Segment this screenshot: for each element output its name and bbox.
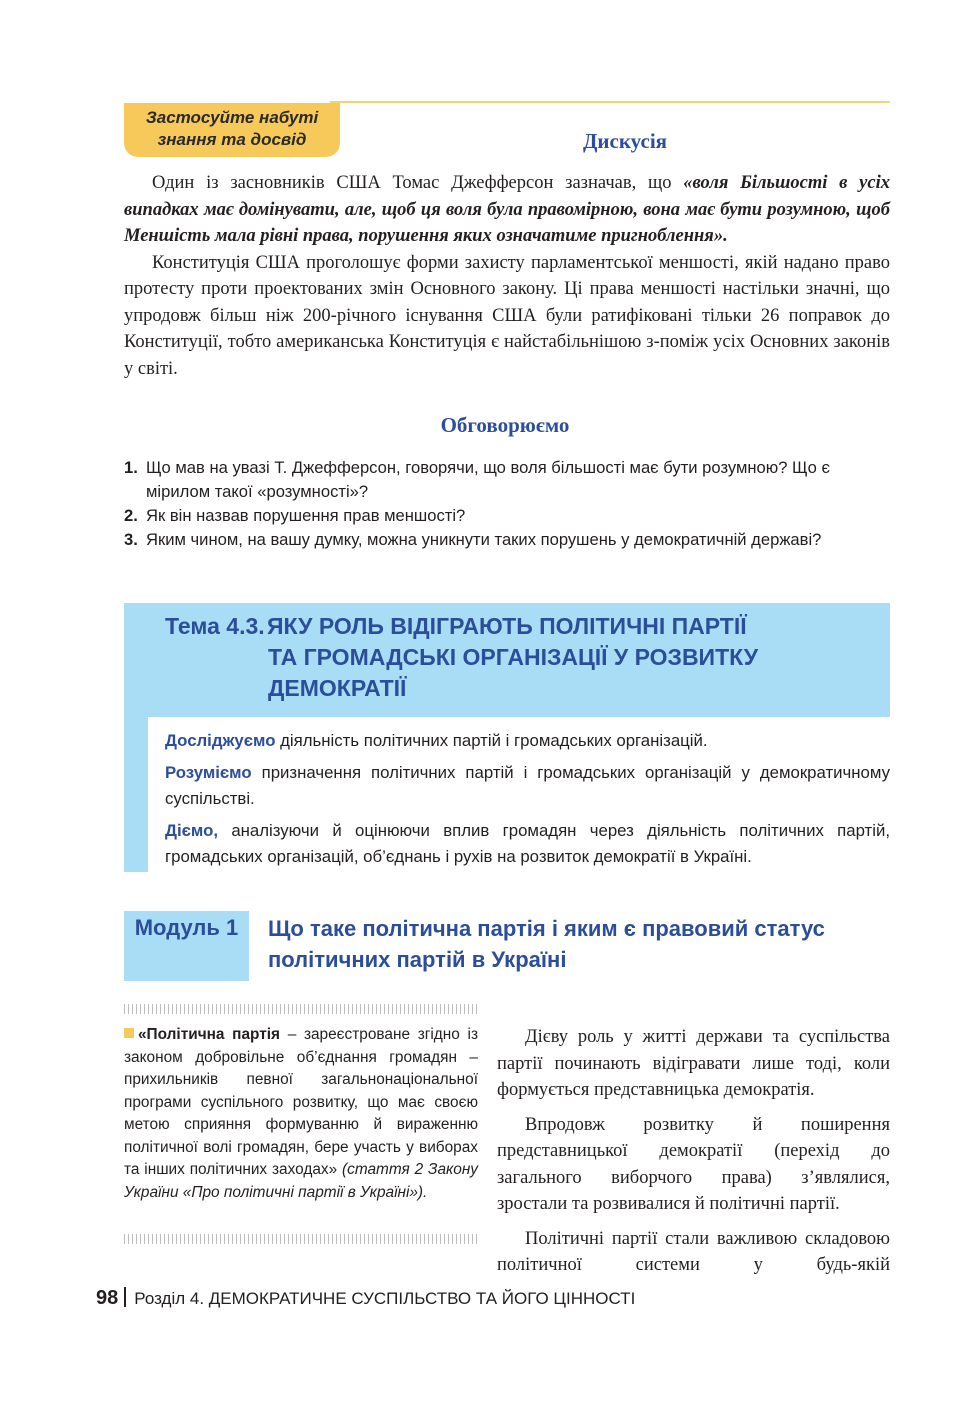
topic-title-line-3: ДЕМОКРАТІЇ — [268, 675, 407, 701]
definition-term: «Політична партія — [138, 1026, 281, 1043]
goal-keyword: Досліджуємо — [165, 731, 276, 750]
topic-side-bar — [124, 717, 148, 872]
module-title: Що таке політична партія і яким є правовий статус політичних партій в Україні — [268, 916, 825, 972]
goal-text: діяльність політичних партій і громадських організацій. — [275, 731, 708, 750]
question-number: 2. — [124, 506, 138, 525]
discussion-paragraph-1 — [124, 170, 890, 250]
topic-number: Тема 4.3. — [165, 613, 265, 639]
paragraph: Політичні партії стали важливою складовою політичної системи у будь-якій — [497, 1228, 890, 1275]
question-item — [124, 456, 892, 504]
apply-knowledge-badge — [124, 103, 340, 157]
badge-line-2: знання та досвід — [157, 130, 307, 149]
question-item — [124, 528, 892, 552]
question-text: Яким чином, на вашу думку, можна уникнути таких порушень у демократичній державі? — [146, 530, 822, 549]
question-number: 1. — [124, 458, 138, 477]
jefferson-quote: «воля Більшості в усіх випадках має домінувати, але, щоб ця воля була правомірною, вона має бути розумною, щоб Меншість мала рівні права, порушення яких означатиме пригноблення». — [124, 173, 890, 246]
goal-keyword: Діємо, — [165, 821, 218, 840]
discussion-paragraph-1-text: Один із засновників США Томас Джефферсон зазначав, що — [152, 173, 684, 193]
definition-sidebar — [124, 1024, 478, 1204]
goal-text: призначення політичних партій і громадських організацій у демократичному суспільстві. — [165, 763, 890, 808]
topic-title-line-1: ЯКУ РОЛЬ ВІДІГРАЮТЬ ПОЛІТИЧНІ ПАРТІЇ — [267, 613, 747, 639]
definition-text: – зареєстроване згідно із законом добровільне об’єднання громадян – прихильників певної загальнонаціональної програми суспільного розвитку, що має своєю метою сприяння формуванню й вираженню політичної волі громадян, бере участь у виборах та інших політичних заходах» — [124, 1026, 478, 1178]
goal-item — [165, 728, 890, 754]
bullet-square-icon — [124, 1028, 134, 1038]
chapter-title: Розділ 4. ДЕМОКРАТИЧНЕ СУСПІЛЬСТВО ТА ЙОГО ЦІННОСТІ — [134, 1289, 636, 1308]
topic-title-line-2: ТА ГРОМАДСЬКІ ОРГАНІЗАЦІЇ У РОЗВИТКУ — [268, 644, 759, 670]
goal-keyword: Розуміємо — [165, 763, 252, 782]
goal-item — [165, 818, 890, 870]
discussion-paragraph-2: Конституція США проголошує форми захисту парламентської меншості, якій надано право протесту проти проектованих змін Основного закону. Ці права меншості настільки значні, що упродовж більш ніж 200-річного існування США були ратифіковані тільки 26 поправок до Конституції, тобто американська Конституція є найстабільнішою з-поміж усіх Основних законів у світі. — [124, 252, 890, 379]
page-footer — [96, 1286, 635, 1311]
question-text: Як він назвав порушення прав меншості? — [146, 506, 466, 525]
page-number: 98 — [96, 1287, 119, 1309]
question-text: Що мав на увазі Т. Джефферсон, говорячи, що воля більшості має бути розумною? Що є мірилом такої «розумності»? — [146, 458, 830, 501]
definition-source: (стаття 2 Закону України «Про політичні партії в Україні»). — [124, 1161, 478, 1201]
module-label: Модуль 1 — [134, 915, 239, 940]
discussion-heading: Дискусія — [582, 129, 668, 153]
discussion-text — [124, 170, 890, 382]
main-column-text — [497, 1024, 890, 1279]
goal-text: аналізуючи й оцінюючи вплив громадян через діяльність політичних партій, громадських організацій, об’єднань і рухів на розвиток демократії в Україні. — [165, 821, 890, 866]
sidebar-divider-top — [124, 1004, 478, 1014]
topic-title — [165, 611, 875, 704]
question-number: 3. — [124, 530, 138, 549]
paragraph: Дієву роль у житті держави та суспільства партії починають відігравати лише тоді, коли формується представницька демократія. — [497, 1027, 890, 1100]
sidebar-divider-bottom — [124, 1234, 478, 1244]
paragraph: Впродовж розвитку й поширення представницької демократії (перехід до загального виборчого права) з’являлися, зростали та розвивалися й політичні партії. — [497, 1114, 890, 1214]
learning-goals — [165, 728, 890, 876]
question-item — [124, 504, 892, 528]
discuss-heading: Обговорюємо — [440, 413, 570, 437]
top-rule — [330, 101, 890, 103]
questions-list — [124, 456, 892, 552]
footer-separator — [124, 1287, 126, 1307]
badge-line-1: Застосуйте набуті — [145, 108, 319, 127]
goal-item — [165, 760, 890, 812]
